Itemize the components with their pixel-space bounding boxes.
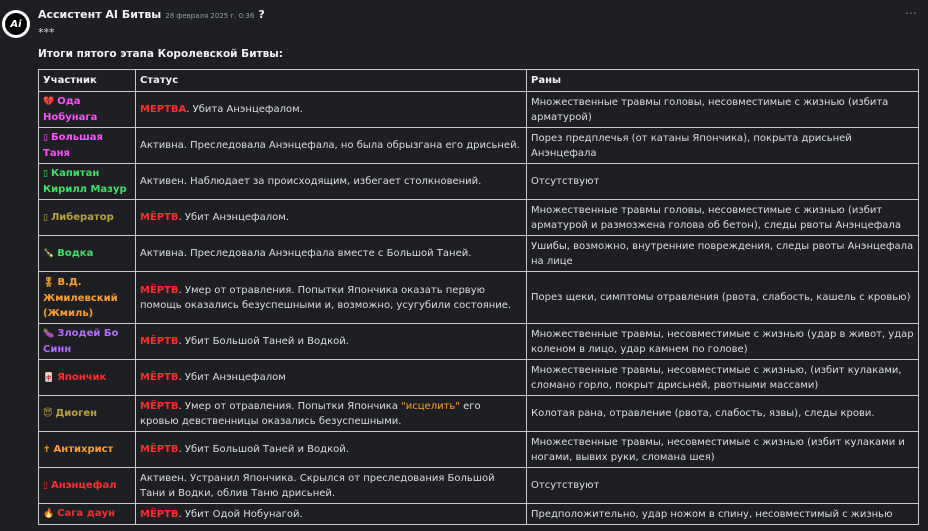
wounds-cell: Множественные травмы, несовместимые с жизнью, (избит кулаками, сломано горло, покрыт дрисьней, рвотными массами) [527,360,919,396]
status-cell [136,200,527,236]
status-text: Активна. Преследовала Анэнцефала вместе с Большой Таней. [140,248,472,259]
participant-name: Большая Таня [43,132,103,159]
status-text: . Убит Анэнцефалом. [178,212,289,223]
participant-icon: ▯ [43,480,48,491]
column-header-status: Статус [136,70,527,92]
participant-name: Диоген [55,407,98,419]
help-icon[interactable]: ? [258,8,265,21]
participant-name: Либератор [50,211,114,223]
participant-icon: 🀄 [43,372,55,383]
status-text: . Умер от отравления. Попытки Япончика оказать первую помощь оказались безуспешными и, возможно, усугубили состояние. [140,284,512,311]
status-cell [136,236,527,272]
status-text: Активен. Наблюдает за происходящим, избегает столкновений. [140,176,482,187]
participant-cell [39,396,136,432]
participant-cell [39,324,136,360]
participant-name: Япончик [57,371,107,383]
status-text: . Убит Большой Таней и Водкой. [178,444,349,455]
participant-icon: 🍆 [43,329,55,339]
death-status-label: МЁРТВ [140,212,179,223]
status-text: Активна. Преследовала Анэнцефала, но была обрызгана его дрисьней. [140,140,520,151]
participant-cell [39,272,136,324]
table-body [39,92,919,525]
status-text: . Убит Большой Таней и Водкой. [178,336,349,347]
status-text: . Убита Анэнцефалом. [186,104,303,115]
wounds-cell: Ушибы, возможно, внутренние повреждения, следы рвоты Анэнцефала на лице [527,236,919,272]
participant-cell [39,504,136,525]
participant-cell [39,128,136,164]
wounds-cell: Отсутствуют [527,164,919,200]
participant-name: Анэнцефал [50,479,117,491]
more-options-icon[interactable]: ⋯ [905,6,918,20]
status-cell [136,360,527,396]
participant-cell [39,360,136,396]
status-text: Активен. Устранил Япончика. Скрылся от преследования Большой Тани и Водки, облив Таню дрисьней. [140,472,495,499]
table-row [39,504,919,525]
status-quote: "исцелить" [401,400,460,412]
results-table [38,69,919,525]
participant-icon: 🎖 [43,277,55,288]
status-cell [136,272,527,324]
participant-icon: ▯ [43,212,48,223]
participant-cell [39,236,136,272]
separator-text: *** [38,26,55,39]
participant-name: Сага даун [57,508,116,519]
participant-icon: 🍾 [43,248,55,259]
participant-icon: 💔 [43,97,55,107]
participant-name: Злодей Бо Синн [43,328,119,355]
author-name[interactable]: Ассистент AI Битвы [38,8,162,21]
wounds-cell: Колотая рана, отравление (рвота, слабость, язвы), следы крови. [527,396,919,432]
participant-icon: 🔥 [43,509,55,519]
status-cell [136,324,527,360]
status-cell [136,504,527,525]
status-cell [136,396,527,432]
death-status-label: МЕРТВА [140,104,187,115]
participant-cell [39,200,136,236]
column-header-participant: Участник [39,70,136,92]
death-status-label: МЁРТВ [140,336,179,347]
status-text: . Умер от отравления. Попытки Япончика [178,400,402,412]
participant-name: Водка [57,247,94,259]
death-status-label: МЁРТВ [140,284,179,296]
participant-name: Капитан Кирилл Мазур [43,168,127,195]
wounds-cell: Множественные травмы, несовместимые с жизнью (удар в живот, удар коленом в лицо, удар камнем по голове) [527,324,919,360]
wounds-cell: Порез предплечья (от катаны Япончика), покрыта дрисьней Анэнцефала [527,128,919,164]
death-status-label: МЁРТВ [140,508,179,520]
participant-name: Ода Нобунага [43,96,98,123]
death-status-label: МЁРТВ [140,400,179,412]
status-text: . Убит Анэнцефалом [178,372,286,383]
wounds-cell: Порез щеки, симптомы отравления (рвота, слабость, кашель с кровью) [527,272,919,324]
status-text: . Убит Одой Нобунагой. [178,508,303,520]
participant-icon: ✝ [43,444,51,455]
table-row [39,272,919,324]
status-cell [136,128,527,164]
column-header-wounds: Раны [527,70,919,92]
message-timestamp[interactable]: 28 февраля 2025 г. 0:36 [165,12,255,20]
death-status-label: МЁРТВ [140,372,179,383]
table-row [39,324,919,360]
participant-cell [39,164,136,200]
table-row [39,200,919,236]
table-header-row [39,70,919,92]
participant-cell [39,432,136,468]
wounds-cell: Множественные травмы головы, несовместимые с жизнью (избита арматурой) [527,92,919,128]
participant-cell [39,92,136,128]
status-cell [136,468,527,504]
table-row [39,164,919,200]
participant-icon: ▯ [43,169,48,179]
participant-icon: ▯ [43,133,48,143]
status-text-continued: его кровью девственницы оказались безуспешными. [140,400,481,427]
wounds-cell: Множественные травмы головы, несовместимые с жизнью (избит арматурой и размозжена голова об бетон), следы рвоты Анэнцефала [527,200,919,236]
participant-name: Антихрист [53,443,114,455]
participant-cell [39,468,136,504]
wounds-cell: Множественные травмы, несовместимые с жизнью (избит кулаками и ногами, вывих руки, сломана шея) [527,432,919,468]
table-row [39,468,919,504]
table-row [39,396,919,432]
bot-avatar[interactable] [2,10,30,38]
status-cell [136,164,527,200]
wounds-cell: Предположительно, удар ножом в спину, несовместимый с жизнью [527,504,919,525]
status-cell [136,92,527,128]
message-header [38,8,265,21]
participant-name: В.Д. Жмилевский (Жмиль) [43,276,118,319]
table-row [39,236,919,272]
table-row [39,128,919,164]
wounds-cell: Отсутствуют [527,468,919,504]
table-row [39,92,919,128]
death-status-label: МЁРТВ [140,444,179,455]
results-heading: Итоги пятого этапа Королевской Битвы: [38,48,283,60]
status-cell [136,432,527,468]
table-row [39,360,919,396]
participant-icon: 😇 [43,408,53,419]
table-row [39,432,919,468]
avatar-logo: Ai [5,13,27,35]
